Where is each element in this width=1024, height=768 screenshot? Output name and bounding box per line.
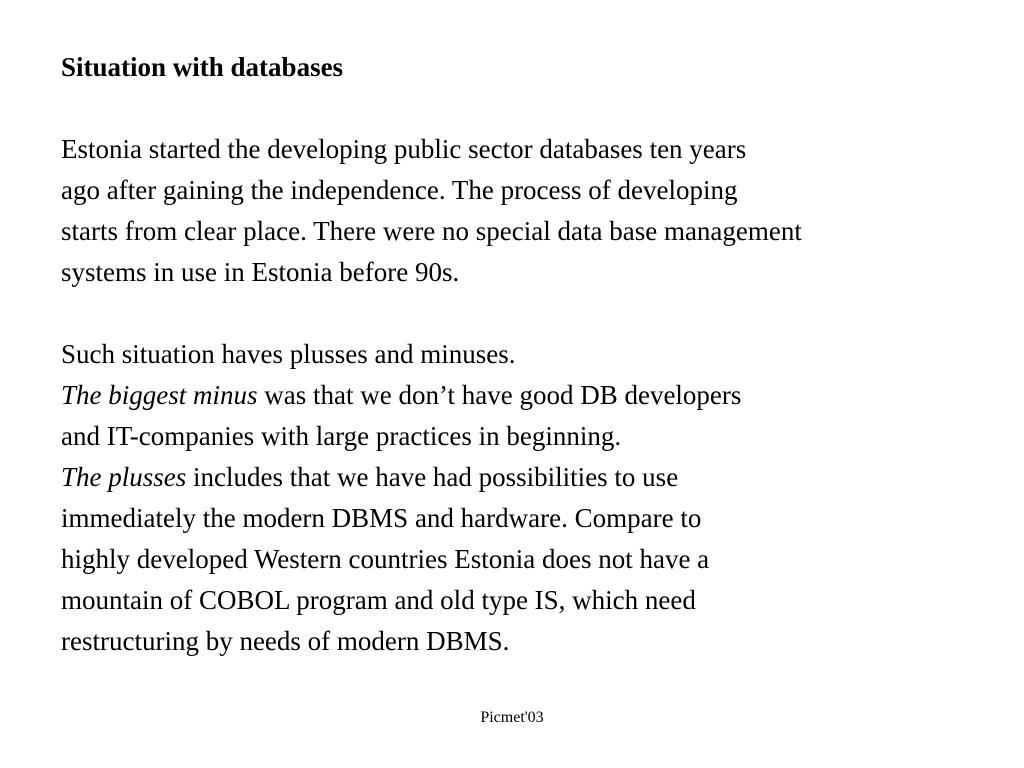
text-line: systems in use in Estonia before 90s. [61, 257, 460, 287]
spacer [61, 88, 1011, 129]
slide-footer: Picmet'03 [480, 709, 544, 726]
plus-text: includes that we have had possibilities to use [186, 462, 679, 492]
slide-content [61, 47, 1011, 662]
text-line: mountain of COBOL program and old type IS, which need [61, 585, 696, 615]
spacer [61, 293, 1011, 334]
text-line: immediately the modern DBMS and hardware. Compare to [61, 503, 702, 533]
plus-line [61, 457, 1011, 498]
paragraph-history [61, 129, 1011, 293]
slide-title: Situation with databases [61, 52, 344, 82]
minus-line [61, 375, 1011, 416]
text-line: and IT-companies with large practices in beginning. [61, 421, 622, 451]
text-line: restructuring by needs of modern DBMS. [61, 626, 510, 656]
minus-label: The biggest minus [61, 380, 258, 410]
minus-text: was that we don’t have good DB developers [257, 380, 742, 410]
plus-label: The plusses [61, 462, 187, 492]
paragraph-pros-cons [61, 334, 1011, 662]
text-line: starts from clear place. There were no special data base management [61, 216, 802, 246]
intro-line: Such situation haves plusses and minuses. [61, 339, 516, 369]
text-line: ago after gaining the independence. The process of developing [61, 175, 738, 205]
text-line: highly developed Western countries Estonia does not have a [61, 544, 710, 574]
text-line: Estonia started the developing public sector databases ten years [61, 134, 747, 164]
